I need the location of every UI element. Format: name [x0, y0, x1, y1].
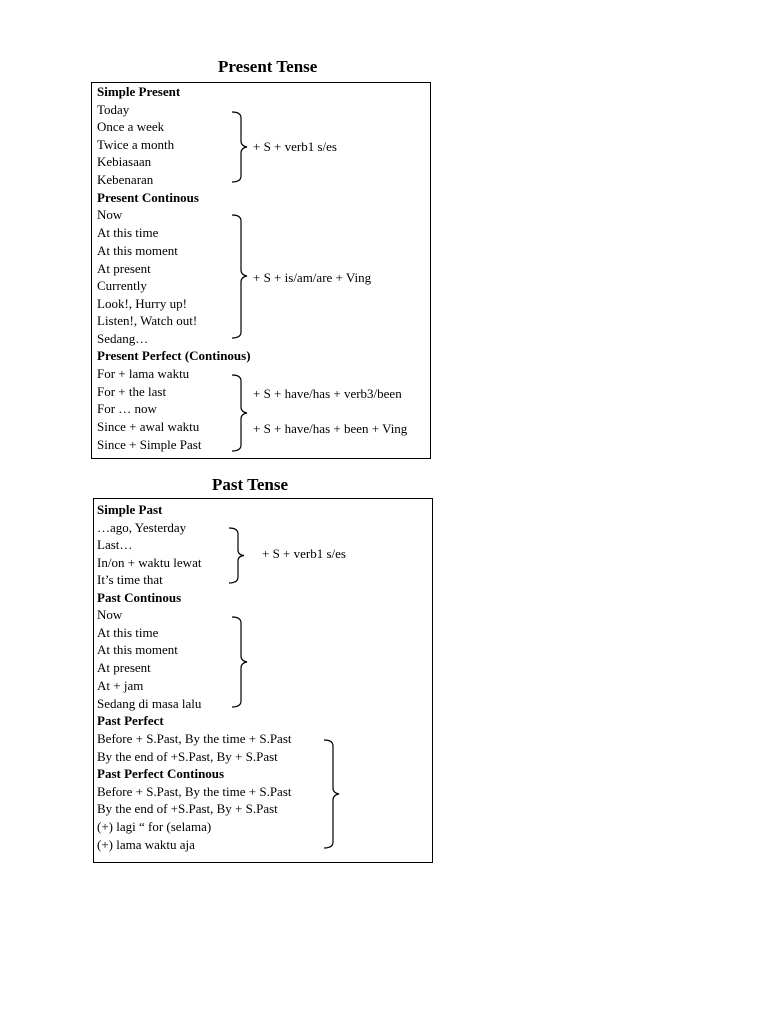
- list-item: Now: [97, 207, 123, 222]
- list-item: Once a week: [97, 119, 165, 134]
- list-item: Before + S.Past, By the time + S.Past: [97, 731, 292, 746]
- present-tense-box: [91, 82, 431, 459]
- list-item: For + lama waktu: [97, 366, 190, 381]
- past-continuous-brace-icon: [232, 616, 248, 708]
- list-item: Sedang…: [97, 331, 149, 346]
- list-item: By the end of +S.Past, By + S.Past: [97, 749, 278, 764]
- past-perfect-brace-icon: [324, 739, 340, 849]
- list-item: At + jam: [97, 678, 144, 693]
- present-perfect-brace-icon: [232, 374, 248, 452]
- list-item: Before + S.Past, By the time + S.Past: [97, 784, 292, 799]
- list-item: Look!, Hurry up!: [97, 296, 187, 311]
- list-item: Today: [97, 102, 130, 117]
- list-item: At present: [97, 261, 151, 276]
- simple-past-heading: Simple Past: [97, 502, 163, 517]
- list-item: Sedang di masa lalu: [97, 696, 202, 711]
- list-item: By the end of +S.Past, By + S.Past: [97, 801, 278, 816]
- past-tense-box: [93, 498, 433, 863]
- list-item: For … now: [97, 401, 157, 416]
- list-item: Listen!, Watch out!: [97, 313, 198, 328]
- present-perfect-continuous-formula: + S + have/has + been + Ving: [253, 421, 408, 436]
- present-continuous-brace-icon: [232, 214, 248, 339]
- list-item: In/on + waktu lewat: [97, 555, 202, 570]
- past-tense-title: Past Tense: [212, 475, 289, 494]
- list-item: At this time: [97, 225, 159, 240]
- simple-past-formula: + S + verb1 s/es: [262, 546, 346, 561]
- list-item: Kebiasaan: [97, 154, 152, 169]
- list-item: At this moment: [97, 642, 178, 657]
- list-item: It’s time that: [97, 572, 163, 587]
- list-item: Since + Simple Past: [97, 437, 202, 452]
- list-item: Currently: [97, 278, 147, 293]
- present-continuous-heading: Present Continous: [97, 190, 199, 205]
- list-item: At present: [97, 660, 151, 675]
- list-item: For + the last: [97, 384, 167, 399]
- list-item: …ago, Yesterday: [97, 520, 187, 535]
- simple-present-brace-icon: [232, 111, 248, 183]
- list-item: Kebenaran: [97, 172, 154, 187]
- simple-past-brace-icon: [229, 527, 245, 584]
- present-continuous-formula: + S + is/am/are + Ving: [253, 270, 372, 285]
- past-perfect-continuous-heading: Past Perfect Continous: [97, 766, 225, 781]
- list-item: Last…: [97, 537, 133, 552]
- simple-present-formula: + S + verb1 s/es: [253, 139, 337, 154]
- list-item: (+) lama waktu aja: [97, 837, 195, 852]
- past-perfect-heading: Past Perfect: [97, 713, 164, 728]
- present-tense-title: Present Tense: [218, 57, 318, 76]
- present-perfect-formula: + S + have/has + verb3/been: [253, 386, 402, 401]
- list-item: At this moment: [97, 243, 178, 258]
- list-item: Now: [97, 607, 123, 622]
- present-perfect-heading: Present Perfect (Continous): [97, 348, 251, 363]
- past-continuous-heading: Past Continous: [97, 590, 182, 605]
- simple-present-heading: Simple Present: [97, 84, 181, 99]
- list-item: (+) lagi “ for (selama): [97, 819, 212, 834]
- list-item: At this time: [97, 625, 159, 640]
- list-item: Since + awal waktu: [97, 419, 200, 434]
- list-item: Twice a month: [97, 137, 175, 152]
